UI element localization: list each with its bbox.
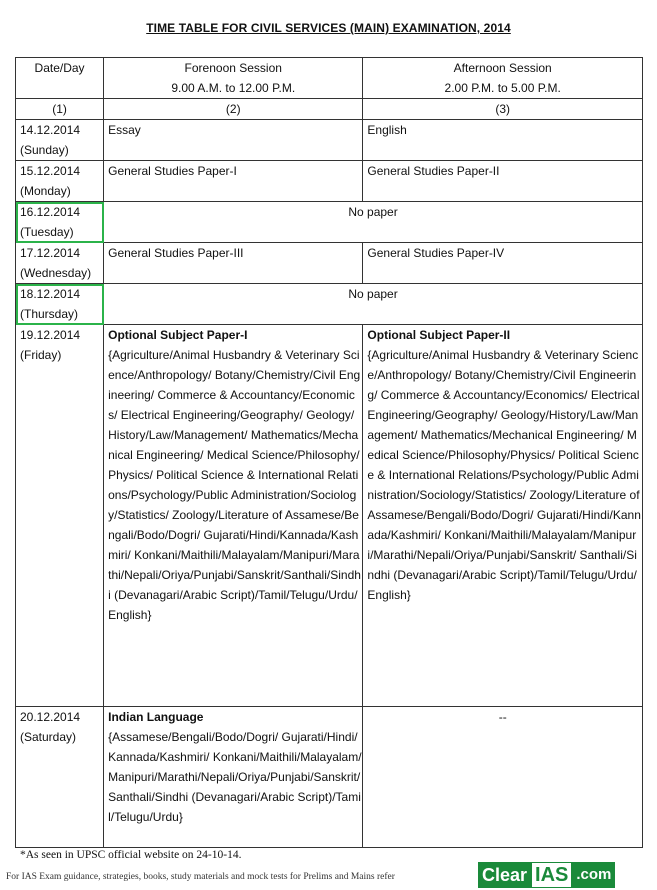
afternoon-cell [363,325,643,707]
col-number-2: (2) [104,99,363,120]
timetable [15,57,643,848]
no-paper-cell: No paper [104,202,643,243]
subject-list: {Assamese/Bengali/Bodo/Dogri/ Gujarati/Hindi/Kannada/Kashmiri/ Konkani/Maithili/Malayalam/Manipuri/Marathi/Nepali/Oriya/Punjabi/Sanskrit/ Santhali/Sindhi (Devanagari/Arabic Script)/Tamil/Telugu/Urdu} [108,730,362,824]
date-cell: 15.12.2014 (Monday) [16,161,104,202]
table-row [16,120,643,161]
date-cell: 17.12.2014 (Wednesday) [16,243,104,284]
subject-list: {Agriculture/Animal Husbandry & Veterinary Science/Anthropology/ Botany/Chemistry/Civil Engineering/ Commerce & Accountancy/Economics/ Electrical Engineering/Geography/ Geology/History/Law/Management/ Mathematics/Mechanical Engineering/ Medical Science/Philosophy/Physics/ Political Science & International Relations/Psychology/Public Administration/Sociology/Statistics/ Zoology/Literature of Assamese/Bengali/Bodo/Dogri/ Gujarati/Hindi/Kannada/Kashmiri/ Konkani/Maithili/Malayalam/Manipuri/Marathi/Nepali/Oriya/Punjabi/Sanskrit/Santhali/Sindhi (Devanagari/Arabic Script)/Tamil/Telugu/Urdu/English} [108,348,361,622]
afternoon-cell: -- [363,707,643,848]
header-date-day: Date/Day [16,58,104,99]
forenoon-cell: General Studies Paper-I [104,161,363,202]
paper-title: Optional Subject Paper-II [367,328,511,342]
paper-title: Indian Language [108,710,204,724]
table-number-row [16,99,643,120]
header-forenoon: Forenoon Session 9.00 A.M. to 12.00 P.M. [104,58,363,99]
afternoon-cell: English [363,120,643,161]
col-number-3: (3) [363,99,643,120]
table-row [16,161,643,202]
logo-part-clear: Clear [478,862,531,888]
logo-part-com: .com [572,862,615,888]
table-header-row [16,58,643,99]
forenoon-cell: General Studies Paper-III [104,243,363,284]
page-title: TIME TABLE FOR CIVIL SERVICES (MAIN) EXAMINATION, 2014 [146,21,511,35]
table-row [16,243,643,284]
table-row [16,707,643,848]
clearias-logo[interactable] [478,862,615,888]
paper-title: Optional Subject Paper-I [108,328,248,342]
table-row [16,284,643,325]
forenoon-cell: Essay [104,120,363,161]
forenoon-cell [104,707,363,848]
table-row [16,202,643,243]
date-cell: 19.12.2014 (Friday) [16,325,104,707]
forenoon-cell [104,325,363,707]
date-cell-highlighted: 18.12.2014 (Thursday) [16,284,104,325]
footnote: *As seen in UPSC official website on 24-10-14. [20,849,242,861]
subject-list: {Agriculture/Animal Husbandry & Veterinary Science/Anthropology/ Botany/Chemistry/Civil Engineering/ Commerce & Accountancy/Economics/ Electrical Engineering/Geography/ Geology/History/Law/Management/ Mathematics/Mechanical Engineering/ Medical Science/Philosophy/Physics/ Political Science & International Relations/Psychology/Public Administration/Sociology/Statistics/ Zoology/Literature of Assamese/Bengali/Bodo/Dogri/ Gujarati/Hindi/Kannada/Kashmiri/ Konkani/Maithili/Malayalam/Manipuri/Marathi/Nepali/Oriya/Punjabi/Sanskrit/ Santhali/Sindhi (Devanagari/Arabic Script)/Tamil/Telugu/Urdu/English} [367,348,641,602]
afternoon-cell: General Studies Paper-II [363,161,643,202]
header-afternoon: Afternoon Session 2.00 P.M. to 5.00 P.M. [363,58,643,99]
date-cell: 14.12.2014 (Sunday) [16,120,104,161]
date-cell: 20.12.2014 (Saturday) [16,707,104,848]
date-cell-highlighted: 16.12.2014 (Tuesday) [16,202,104,243]
col-number-1: (1) [16,99,104,120]
footer-promo-text: For IAS Exam guidance, strategies, books, study materials and mock tests for Prelims and Mains refer [6,872,395,882]
table-row [16,325,643,707]
no-paper-cell: No paper [104,284,643,325]
logo-part-ias: IAS [531,862,572,888]
afternoon-cell: General Studies Paper-IV [363,243,643,284]
